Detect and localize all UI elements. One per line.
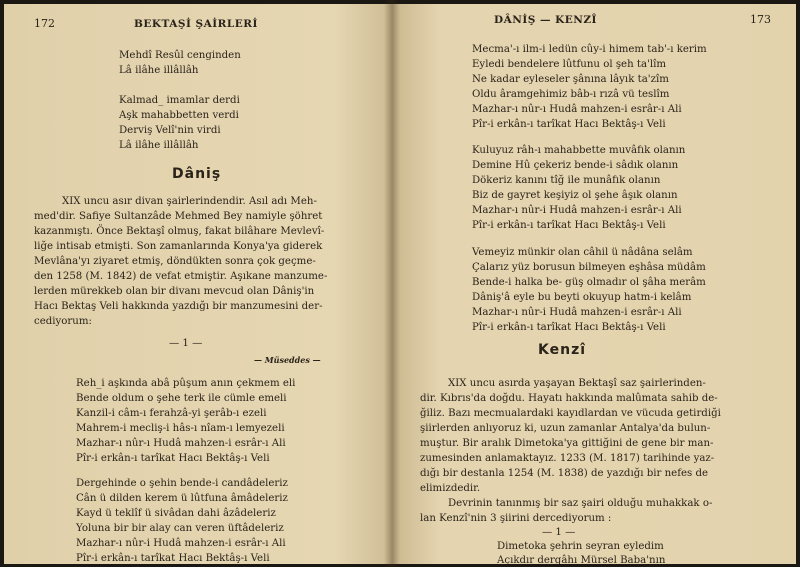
section-number: — 1 — (169, 338, 203, 349)
verse-line: Dâniş'â eyle bu beyti okuyup hatm-i kelâm (472, 292, 692, 303)
verse-line: Mazhar-ı nûr-i Hudâ mahzen-i esrâr-ı Ali (472, 307, 682, 318)
prose-line: med'dir. Safiye Sultanzâde Mehmed Bey namiyle şöhret (34, 211, 323, 222)
prose-line: Hacı Bektaş Veli hakkında yazdığı bir manzumesini der- (34, 301, 323, 312)
book-gutter (384, 0, 400, 567)
verse-line: Kayd ü teklîf ü sivâdan dahi âzâdeleriz (76, 508, 276, 519)
prose-line: muştur. Bir aralık Dimetoka'ya gittiğini de gene bir man- (420, 438, 714, 449)
verse-line: Mazhar-ı nûr-ı Hudâ mahzen-i esrâr-ı Ali (472, 104, 682, 115)
verse-line: Vemeyiz münkir olan câhil ü nâdâna selâm (472, 247, 693, 258)
verse-line: Biz de gayret keşiyiz ol şehe âşık olanın (472, 190, 678, 201)
verse-line: Lâ ilâhe illâllâh (119, 140, 199, 151)
prose-line: kazanmıştı. Önce Bektaşî olmuş, fakat bilâhare Mevlevî- (34, 226, 325, 237)
verse-line: Dimetoka şehrin seyran eyledim (497, 541, 664, 552)
verse-line: Pîr-i erkân-ı tarîkat Hacı Bektâş-ı Veli (76, 453, 270, 464)
section-heading: Dâniş (172, 166, 222, 182)
verse-line: Demine Hû çekeriz bende-i sâdık olanın (472, 160, 679, 171)
prose-line: XIX uncu asır divan şairlerindendir. Asıl adı Meh- (62, 196, 317, 207)
prose-line: lan Kenzî'nin 3 şiirini dercediyorum : (420, 513, 612, 524)
prose-line: zumesinden anlamaktayız. 1233 (M. 1817) tarihinde yaz- (420, 453, 715, 464)
running-head: BEKTAŞİ ŞAİRLERİ (134, 18, 258, 30)
verse-line: Bende oldum o şehe terk ile cümle emeli (76, 393, 287, 404)
verse-line: Pîr-i erkân-ı tarîkat Hacı Bektâş-ı Veli (76, 553, 270, 564)
verse-line: Bende-i halka be- güş olmadır ol şâha merâm (472, 277, 706, 288)
verse-line: Lâ ilâhe illâllâh (119, 65, 199, 76)
verse-line: Ne kadar eyleseler şânına lâyık ta'zîm (472, 74, 669, 85)
right-page (392, 4, 796, 564)
verse-line: Pîr-i erkân-ı tarîkat Hacı Bektâş-ı Veli (472, 119, 666, 130)
page-number: 172 (34, 17, 55, 30)
verse-line: Pîr-i erkân-ı tarîkat Hacı Bektâş-ı Veli (472, 322, 666, 333)
verse-line: Çalarız yüz borusun bilmeyen eşhâsa müdâm (472, 262, 706, 273)
prose-line: XIX uncu asırda yaşayan Bektaşî saz şairlerinden- (448, 378, 706, 389)
verse-line: Aşk mahabbetten verdi (119, 110, 239, 121)
verse-line: Derviş Velî'nin virdi (119, 125, 221, 136)
verse-line: Mecma'-ı ilm-i ledün cûy-i himem tab'-ı kerim (472, 44, 707, 55)
form-label: — Müseddes — (254, 355, 321, 365)
verse-line: Açıkdır dergâhı Mürsel Baba'nın (497, 555, 666, 564)
verse-line: Mazhar-ı nûr-ı Hudâ mahzen-i esrâr-ı Ali (76, 438, 286, 449)
prose-line: şiirlerden anlıyoruz ki, uzun zamanlar Antalya'da bulun- (420, 423, 711, 434)
running-head: DÂNİŞ — KENZÎ (494, 14, 597, 26)
verse-line: Dökeriz kanını tîğ ile munâfık olanın (472, 175, 661, 186)
verse-line: Mazhar-ı nûr-i Hudâ mahzen-i esrâr-ı Ali (472, 205, 682, 216)
verse-line: Mehdî Resûl cenginden (119, 50, 241, 61)
verse-line: Kanzil-i câm-ı ferahzâ-yi şerâb-ı ezeli (76, 408, 267, 419)
prose-line: elimizdedir. (420, 483, 481, 494)
prose-line: ğiliz. Bazı mecmualardaki kayıdlardan ve vücuda getirdiği (420, 408, 721, 419)
section-number: — 1 — (542, 527, 576, 538)
section-heading: Kenzî (538, 342, 587, 358)
prose-line: liğe intisab etmişti. Son zamanlarında Konya'ya giderek (34, 241, 323, 252)
prose-line: Mevlâna'yı ziyaret etmiş, döndükten sonra çok geçme- (34, 256, 316, 267)
left-page (4, 4, 392, 564)
verse-line: Dergehinde o şehin bende-i candâdeleriz (76, 478, 288, 489)
verse-line: Kalmad_ imamlar derdi (119, 95, 240, 106)
prose-line: lerden mürekkeb olan bir divanı mevcud olan Dâniş'in (34, 286, 315, 297)
verse-line: Mahrem-i mecliş-i hâs-ı nîam-ı lemyezeli (76, 423, 285, 434)
verse-line: Eyledi bendelere lûtfunu ol şeh ta'lîm (472, 59, 667, 70)
prose-line: den 1258 (M. 1842) de vefat etmiştir. Aşıkane manzume- (34, 271, 328, 282)
verse-line: Pîr-i erkân-ı tarîkat Hacı Bektâş-ı Veli (472, 220, 666, 231)
verse-line: Oldu âramgehimiz bâb-ı rızâ vü teslîm (472, 89, 670, 100)
prose-line: dığı bir destanla 1254 (M. 1838) de yazdığı bir nefes de (420, 468, 709, 479)
verse-line: Kuluyuz râh-ı mahabbette muvâfık olanın (472, 145, 686, 156)
page-number: 173 (750, 13, 771, 26)
prose-line: dir. Kıbrıs'da doğdu. Hayatı hakkında malûmata sahib de- (420, 393, 718, 404)
prose-line: cediyorum: (34, 316, 92, 327)
verse-line: Reh_i aşkında abâ pûşum anın çekmem eli (76, 378, 296, 389)
prose-line: Devrinin tanınmış bir saz şairi olduğu muhakkak o- (448, 498, 713, 509)
verse-line: Yoluna bir bir alay can veren üftâdeleriz (76, 523, 284, 534)
verse-line: Mazhar-ı nûr-i Hudâ mahzen-i esrâr-ı Ali (76, 538, 286, 549)
verse-line: Cân ü dilden kerem ü lûtfuna âmâdeleriz (76, 493, 288, 504)
